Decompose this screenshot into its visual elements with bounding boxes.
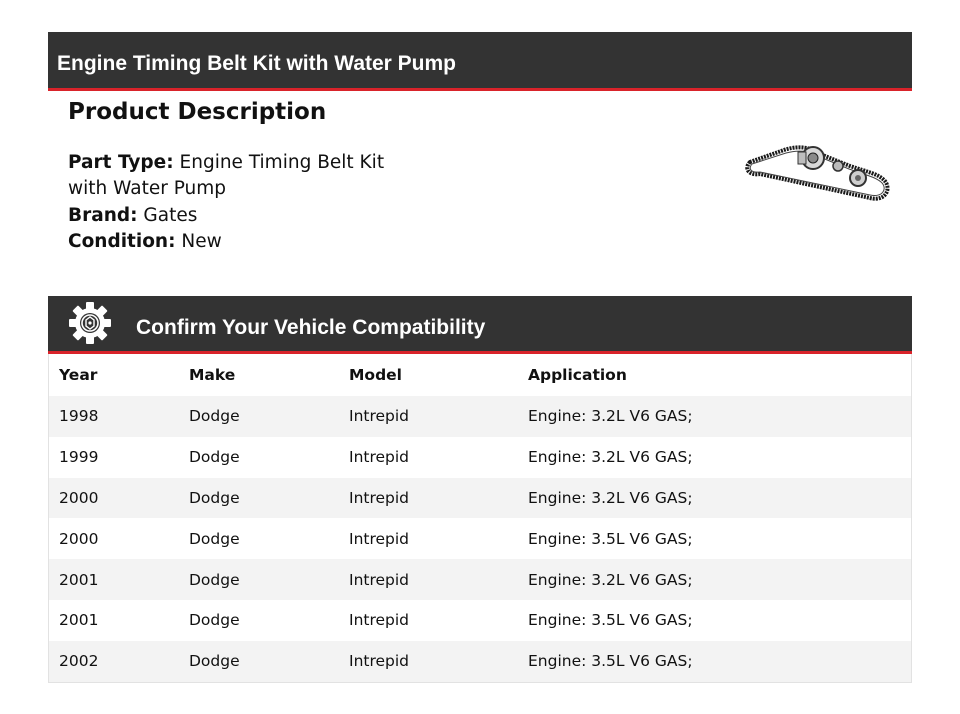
application-cell: Engine: 3.2L V6 GAS;	[528, 448, 693, 467]
model-cell: Intrepid	[349, 488, 410, 507]
table-row	[49, 518, 911, 559]
table-row	[49, 641, 911, 682]
make-cell: Dodge	[189, 448, 240, 467]
compatibility-table	[48, 354, 912, 683]
application-cell: Engine: 3.2L V6 GAS;	[528, 570, 693, 589]
table-row	[49, 437, 911, 478]
model-cell: Intrepid	[349, 448, 410, 467]
product-title-banner	[48, 32, 912, 91]
product-title: Engine Timing Belt Kit with Water Pump	[57, 52, 457, 75]
table-row	[49, 478, 911, 519]
year-cell: 1998	[59, 407, 99, 426]
column-header-model: Model	[349, 366, 402, 384]
year-cell: 2002	[59, 652, 99, 671]
part-type-line	[68, 150, 413, 203]
application-cell: Engine: 3.2L V6 GAS;	[528, 488, 693, 507]
brand-label: Brand:	[68, 204, 138, 226]
year-cell: 2001	[59, 570, 99, 589]
make-cell: Dodge	[189, 570, 240, 589]
make-cell: Dodge	[189, 529, 240, 548]
make-cell: Dodge	[189, 611, 240, 630]
model-cell: Intrepid	[349, 652, 410, 671]
product-image	[740, 136, 892, 206]
table-row	[49, 559, 911, 600]
gear-icon	[68, 301, 112, 345]
application-cell: Engine: 3.5L V6 GAS;	[528, 529, 693, 548]
year-cell: 1999	[59, 448, 99, 467]
make-cell: Dodge	[189, 488, 240, 507]
application-cell: Engine: 3.2L V6 GAS;	[528, 407, 693, 426]
description-details	[68, 150, 413, 255]
description-heading: Product Description	[68, 99, 327, 125]
year-cell: 2000	[59, 529, 99, 548]
part-type-label: Part Type:	[68, 152, 174, 173]
model-cell: Intrepid	[349, 529, 410, 548]
model-cell: Intrepid	[349, 570, 410, 589]
compatibility-banner	[48, 296, 912, 354]
condition-line	[68, 229, 413, 255]
model-cell: Intrepid	[349, 611, 410, 630]
product-description	[68, 97, 468, 252]
make-cell: Dodge	[189, 407, 240, 426]
column-header-make: Make	[189, 366, 236, 384]
condition-label: Condition:	[68, 230, 176, 252]
part-type-value: Engine Timing Belt Kit with Water Pump	[68, 152, 385, 200]
model-cell: Intrepid	[349, 407, 410, 426]
table-row	[49, 600, 911, 641]
application-cell: Engine: 3.5L V6 GAS;	[528, 611, 693, 630]
application-cell: Engine: 3.5L V6 GAS;	[528, 652, 693, 671]
condition-value: New	[181, 230, 222, 252]
brand-line	[68, 203, 413, 229]
compatibility-title: Confirm Your Vehicle Compatibility	[136, 316, 486, 339]
table-header-row	[49, 354, 911, 396]
column-header-application: Application	[528, 366, 627, 384]
year-cell: 2001	[59, 611, 99, 630]
make-cell: Dodge	[189, 652, 240, 671]
year-cell: 2000	[59, 488, 99, 507]
column-header-year: Year	[59, 366, 98, 384]
table-row	[49, 396, 911, 437]
brand-value: Gates	[143, 204, 198, 226]
